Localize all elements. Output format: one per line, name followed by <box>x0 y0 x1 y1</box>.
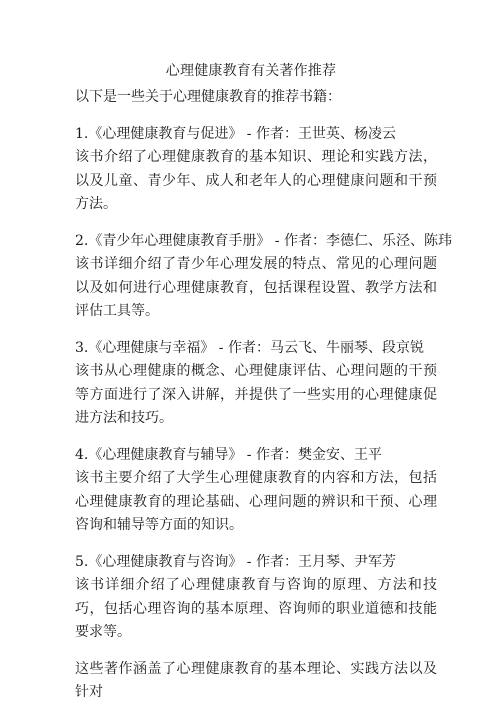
book-description: 该书从心理健康的概念、心理健康评估、心理问题的干预等方面进行了深入讲解，并提供了一些实用的心理健康促进方法和技巧。 <box>75 363 437 426</box>
book-description: 该书介绍了心理健康教育的基本知识、理论和实践方法，以及儿童、青少年、成人和老年人的心理健康问题和干预方法。 <box>75 149 437 212</box>
document-title: 心理健康教育有关著作推荐 <box>165 63 337 79</box>
book-heading: 5.《心理健康教育与咨询》 - 作者：王月琴、尹军芳 <box>75 553 396 570</box>
book-heading: 4.《心理健康教育与辅导》 - 作者：樊金安、王平 <box>75 446 382 463</box>
book-entry-5 <box>75 551 437 645</box>
book-entry-4 <box>75 444 437 538</box>
book-description: 该书详细介绍了心理健康教育与咨询的原理、方法和技巧，包括心理咨询的基本原理、咨询师的职业道德和技能要求等。 <box>75 577 437 640</box>
book-entry-3 <box>75 337 437 431</box>
closing-paragraph: 这些著作涵盖了心理健康教育的基本理论、实践方法以及针对 <box>75 660 437 700</box>
book-description: 该书详细介绍了青少年心理发展的特点、常见的心理问题以及如何进行心理健康教育，包括课程设置、教学方法和评估工具等。 <box>75 256 437 319</box>
book-heading: 1.《心理健康教育与促进》 - 作者：王世英、杨凌云 <box>75 125 396 142</box>
intro-paragraph: 以下是一些关于心理健康教育的推荐书籍： <box>75 89 341 105</box>
book-heading: 3.《心理健康与幸福》 - 作者：马云飞、牛丽琴、段京锐 <box>75 339 424 356</box>
document-body <box>75 86 452 718</box>
book-description: 该书主要介绍了大学生心理健康教育的内容和方法，包括心理健康教育的理论基础、心理问题的辨识和干预、心理咨询和辅导等方面的知识。 <box>75 470 437 533</box>
book-entry-1 <box>75 123 437 217</box>
book-entry-2 <box>75 230 452 324</box>
book-heading: 2.《青少年心理健康教育手册》 - 作者：李德仁、乐泾、陈玮 <box>75 232 452 249</box>
